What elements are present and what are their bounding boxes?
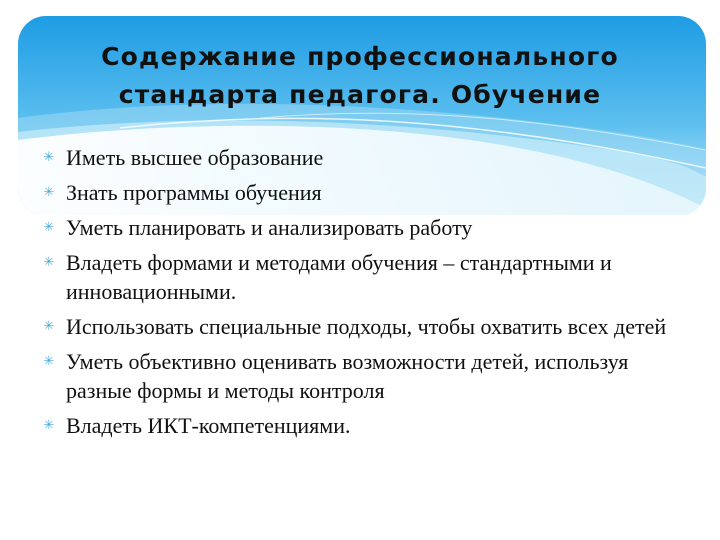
asterisk-bullet-icon: ✳ bbox=[43, 418, 55, 433]
bullet-text: Использовать специальные подходы, чтобы охватить всех детей bbox=[66, 314, 667, 339]
bullet-list bbox=[42, 143, 692, 446]
asterisk-bullet-icon: ✳ bbox=[43, 354, 55, 369]
asterisk-bullet-icon: ✳ bbox=[43, 319, 55, 334]
bullet-text: Уметь объективно оценивать возможности детей, используя разные формы и методы контроля bbox=[66, 349, 629, 403]
bullet-text: Знать программы обучения bbox=[66, 180, 322, 205]
bullet-item bbox=[42, 312, 692, 341]
bullet-text: Владеть формами и методами обучения – стандартными и инновационными. bbox=[66, 250, 612, 304]
bullet-item bbox=[42, 248, 692, 306]
asterisk-bullet-icon: ✳ bbox=[43, 185, 55, 200]
bullet-text: Уметь планировать и анализировать работу bbox=[66, 215, 473, 240]
bullet-item bbox=[42, 143, 692, 172]
slide-title bbox=[20, 38, 700, 114]
bullet-item bbox=[42, 178, 692, 207]
asterisk-bullet-icon: ✳ bbox=[43, 255, 55, 270]
bullet-item bbox=[42, 411, 692, 440]
title-line-1: Содержание профессионального bbox=[101, 42, 619, 71]
title-line-2: стандарта педагога. Обучение bbox=[118, 80, 602, 109]
asterisk-bullet-icon: ✳ bbox=[43, 150, 55, 165]
bullet-text: Владеть ИКТ-компетенциями. bbox=[66, 413, 351, 438]
bullet-text: Иметь высшее образование bbox=[66, 145, 324, 170]
asterisk-bullet-icon: ✳ bbox=[43, 220, 55, 235]
bullet-item bbox=[42, 213, 692, 242]
bullet-item bbox=[42, 347, 692, 405]
